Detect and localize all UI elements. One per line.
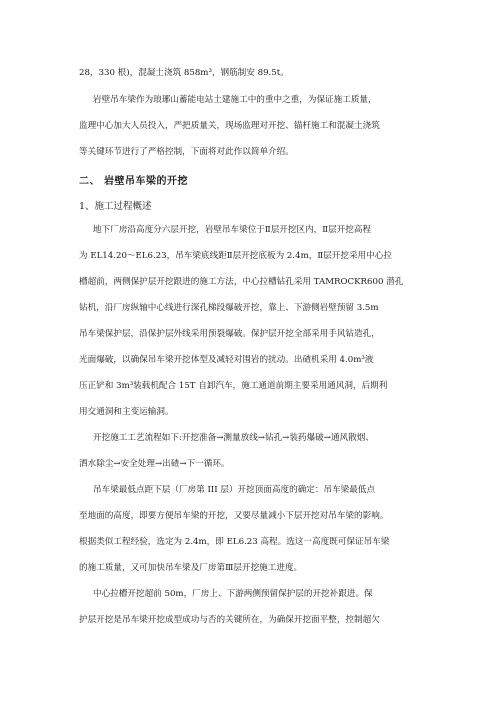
para3-line: 吊车梁最低点距下层（厂房第 III 层）开挖顶面高度的确定：吊车梁最低点 <box>93 485 376 495</box>
para1-line: 地下厂房沿高度分六层开挖，岩壁吊车梁位于Ⅱ层开挖区内，Ⅱ层开挖高程 <box>93 225 372 235</box>
para1-line: 槽超前，两侧保护层开挖跟进的施工方法，中心拉槽钻孔采用 TAMROCKR600 潜孔 <box>79 277 404 287</box>
intro-line-3: 监理中心加大人员投入，严把质量关，现场监理对开挖、锚杆施工和混凝土浇筑 <box>79 121 380 131</box>
para4-line: 护层开挖是吊车梁开挖成型成功与否的关键所在，为确保开挖面平整，控制超欠 <box>79 615 380 625</box>
para3-line: 根据类似工程经验，选定为 2.4m，即 EL6.23 高程。选这一高度既可保证吊车梁 <box>79 537 390 547</box>
para2-line: 洒水除尘→安全处理→出碴→下一循环。 <box>79 459 230 469</box>
para1-line: 吊车梁保护层，沿保护层外线采用预裂爆破。保护层开挖全部采用手风钻造孔， <box>79 329 380 339</box>
para1-line: 压正铲和 3m³装载机配合 15T 自卸汽车，施工通道前期主要采用通风洞，后期利 <box>79 381 388 391</box>
para4-line: 中心拉槽开挖超前 50m，厂房上、下游两侧预留保护层的开挖补跟进。保 <box>93 589 373 599</box>
intro-line-1: 28，330 根)，混凝土浇筑 858m³，钢筋制安 89.5t。 <box>79 68 289 78</box>
para3-line: 的施工质量，又可加快吊车梁及厂房第Ⅲ层开挖施工进度。 <box>79 563 303 573</box>
section-heading: 二、 岩壁吊车梁的开挖 <box>79 176 188 187</box>
para2-line: 开挖施工工艺流程如下:开挖准备→测量放线→钻孔→装药爆破→通风散烟、 <box>93 433 374 443</box>
para1-line: 钻机，沿厂房纵轴中心线进行深孔梯段爆破开挖，靠上、下游侧岩壁预留 3.5m <box>79 303 379 313</box>
para1-line: 为 EL14.20～EL6.23，吊车梁底线距Ⅱ层开挖底板为 2.4m，Ⅱ层开挖采用中心拉 <box>79 251 392 261</box>
subsection-heading: 1、施工过程概述 <box>79 201 152 212</box>
intro-line-2: 岩壁吊车梁作为琅琊山蓄能电站土建施工中的重中之重，为保证施工质量， <box>93 95 377 105</box>
para1-line: 用交通洞和主变运输洞。 <box>79 407 174 417</box>
intro-line-4: 等关键环节进行了严格控制，下面将对此作以简单介绍。 <box>79 147 294 157</box>
para3-line: 至地面的高度，即要方便吊车梁的开挖，又要尽量减小下层开挖对吊车梁的影响。 <box>79 511 389 521</box>
para1-line: 光面爆破，以确保吊车梁开挖体型及减轻对围岩的扰动。出碴机采用 4.0m³液 <box>79 355 374 365</box>
